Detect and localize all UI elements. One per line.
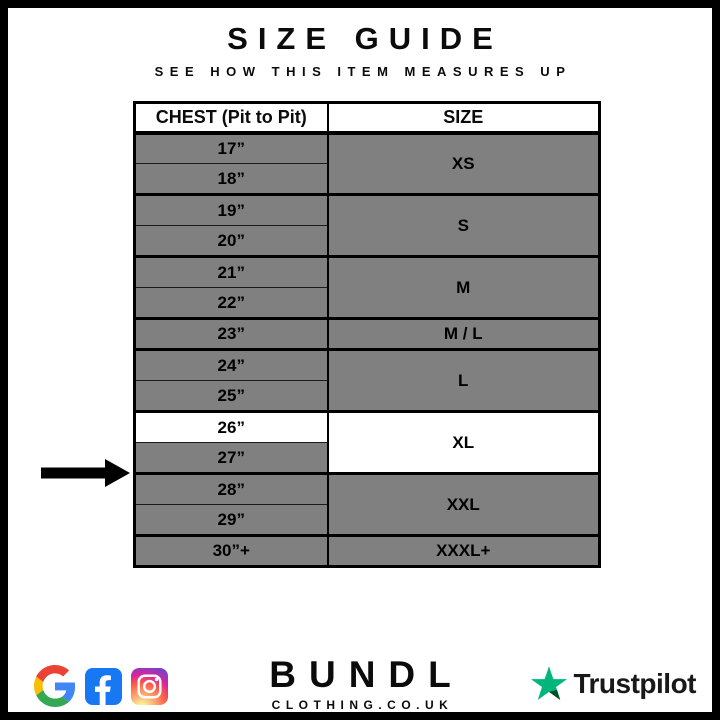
- table-row: [135, 350, 600, 381]
- size-cell: S: [328, 195, 600, 257]
- brand-name: BUNDL: [269, 654, 464, 695]
- table-row: [135, 536, 600, 567]
- chest-cell: 27”: [135, 443, 328, 474]
- chest-cell: 30”+: [135, 536, 328, 567]
- chest-cell-highlighted: 26”: [135, 412, 328, 443]
- table-header-row: [135, 103, 600, 133]
- highlight-arrow-icon: [41, 458, 131, 488]
- page-title: SIZE GUIDE: [227, 21, 503, 56]
- size-cell: L: [328, 350, 600, 412]
- brand-domain: CLOTHING.CO.UK: [271, 697, 454, 712]
- table-row: [135, 133, 600, 164]
- chest-cell: 22”: [135, 288, 328, 319]
- chest-cell: 23”: [135, 319, 328, 350]
- chest-cell: 25”: [135, 381, 328, 412]
- chest-cell: 17”: [135, 133, 328, 164]
- size-cell: XXL: [328, 474, 600, 536]
- trustpilot-logo: [531, 666, 696, 701]
- size-cell: M: [328, 257, 600, 319]
- chest-cell: 28”: [135, 474, 328, 505]
- table-row: [135, 319, 600, 350]
- size-cell: XXXL+: [328, 536, 600, 567]
- chest-cell: 20”: [135, 226, 328, 257]
- chest-cell: 24”: [135, 350, 328, 381]
- trustpilot-label: Trustpilot: [573, 667, 696, 699]
- table-row: [135, 195, 600, 226]
- table-row-highlighted: [135, 412, 600, 443]
- trustpilot-star-icon: [531, 666, 567, 701]
- size-cell-highlighted: XL: [328, 412, 600, 474]
- table-row: [135, 474, 600, 505]
- size-column-header: SIZE: [328, 103, 600, 133]
- chest-cell: 18”: [135, 164, 328, 195]
- chest-column-header: CHEST (Pit to Pit): [135, 103, 328, 133]
- chest-cell: 19”: [135, 195, 328, 226]
- table-row: [135, 257, 600, 288]
- chest-cell: 29”: [135, 505, 328, 536]
- size-guide-table: [133, 101, 601, 568]
- size-cell: M / L: [328, 319, 600, 350]
- size-cell: XS: [328, 133, 600, 195]
- chest-cell: 21”: [135, 257, 328, 288]
- page-subtitle: SEE HOW THIS ITEM MEASURES UP: [154, 64, 572, 79]
